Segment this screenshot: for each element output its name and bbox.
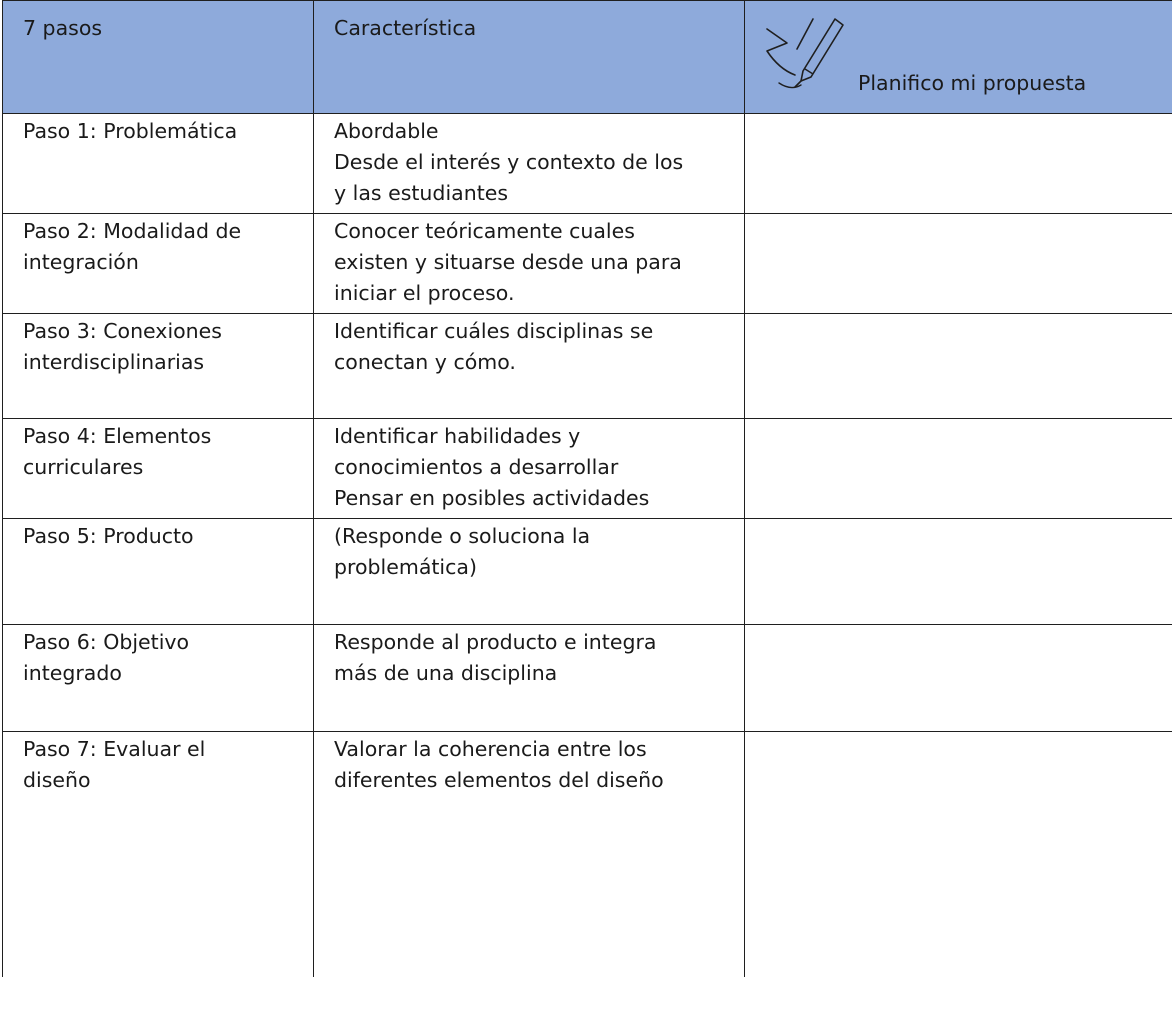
header-characteristic: Característica — [314, 1, 745, 114]
plan-cell[interactable] — [745, 419, 1172, 519]
step-cell — [3, 314, 314, 419]
characteristic-cell — [314, 214, 745, 314]
table-row — [3, 114, 1172, 214]
steps-table — [2, 0, 1172, 977]
table-row — [3, 519, 1172, 625]
step-text: curriculares — [23, 455, 144, 479]
plan-cell[interactable] — [745, 732, 1172, 977]
characteristic-cell — [314, 314, 745, 419]
header-row — [3, 1, 1172, 114]
step-text: Paso 4: Elementos — [23, 424, 212, 448]
characteristic-cell — [314, 519, 745, 625]
characteristic-text: y las estudiantes — [334, 181, 509, 205]
step-cell — [3, 214, 314, 314]
plan-cell[interactable] — [745, 314, 1172, 419]
table-row — [3, 419, 1172, 519]
step-cell — [3, 114, 314, 214]
step-cell — [3, 732, 314, 977]
characteristic-text: (Responde o soluciona la — [334, 524, 591, 548]
characteristic-cell — [314, 114, 745, 214]
step-text: Paso 1: Problemática — [23, 119, 238, 143]
characteristic-text: Identificar cuáles disciplinas se — [334, 319, 654, 343]
characteristic-text: Valorar la coherencia entre los — [334, 737, 647, 761]
step-text: Paso 7: Evaluar el — [23, 737, 206, 761]
plan-cell[interactable] — [745, 114, 1172, 214]
characteristic-text: Pensar en posibles actividades — [334, 486, 650, 510]
pen-writing-icon — [761, 17, 847, 97]
table-row — [3, 314, 1172, 419]
characteristic-text: problemática) — [334, 555, 477, 579]
characteristic-text: Identificar habilidades y — [334, 424, 581, 448]
header-plan-label: Planifico mi propuesta — [858, 71, 1087, 95]
table-row — [3, 625, 1172, 732]
step-text: Paso 5: Producto — [23, 524, 194, 548]
characteristic-text: Abordable — [334, 119, 439, 143]
step-text: Paso 3: Conexiones — [23, 319, 222, 343]
plan-cell[interactable] — [745, 519, 1172, 625]
characteristic-text: iniciar el proceso. — [334, 281, 515, 305]
characteristic-text: Responde al producto e integra — [334, 630, 657, 654]
plan-cell[interactable] — [745, 214, 1172, 314]
plan-cell[interactable] — [745, 625, 1172, 732]
characteristic-text: conectan y cómo. — [334, 350, 516, 374]
step-text: Paso 2: Modalidad de — [23, 219, 242, 243]
step-cell — [3, 419, 314, 519]
table-row — [3, 732, 1172, 977]
step-text: Paso 6: Objetivo — [23, 630, 190, 654]
characteristic-cell — [314, 625, 745, 732]
step-text: integración — [23, 250, 139, 274]
characteristic-text: diferentes elementos del diseño — [334, 768, 664, 792]
characteristic-cell — [314, 419, 745, 519]
step-text: diseño — [23, 768, 91, 792]
characteristic-text: Conocer teóricamente cuales — [334, 219, 635, 243]
characteristic-text: más de una disciplina — [334, 661, 558, 685]
step-cell — [3, 519, 314, 625]
header-steps: 7 pasos — [3, 1, 314, 114]
characteristic-text: Desde el interés y contexto de los — [334, 150, 684, 174]
step-cell — [3, 625, 314, 732]
header-plan — [745, 1, 1172, 114]
table-row — [3, 214, 1172, 314]
characteristic-text: conocimientos a desarrollar — [334, 455, 619, 479]
characteristic-cell — [314, 732, 745, 977]
step-text: integrado — [23, 661, 122, 685]
step-text: interdisciplinarias — [23, 350, 205, 374]
characteristic-text: existen y situarse desde una para — [334, 250, 682, 274]
